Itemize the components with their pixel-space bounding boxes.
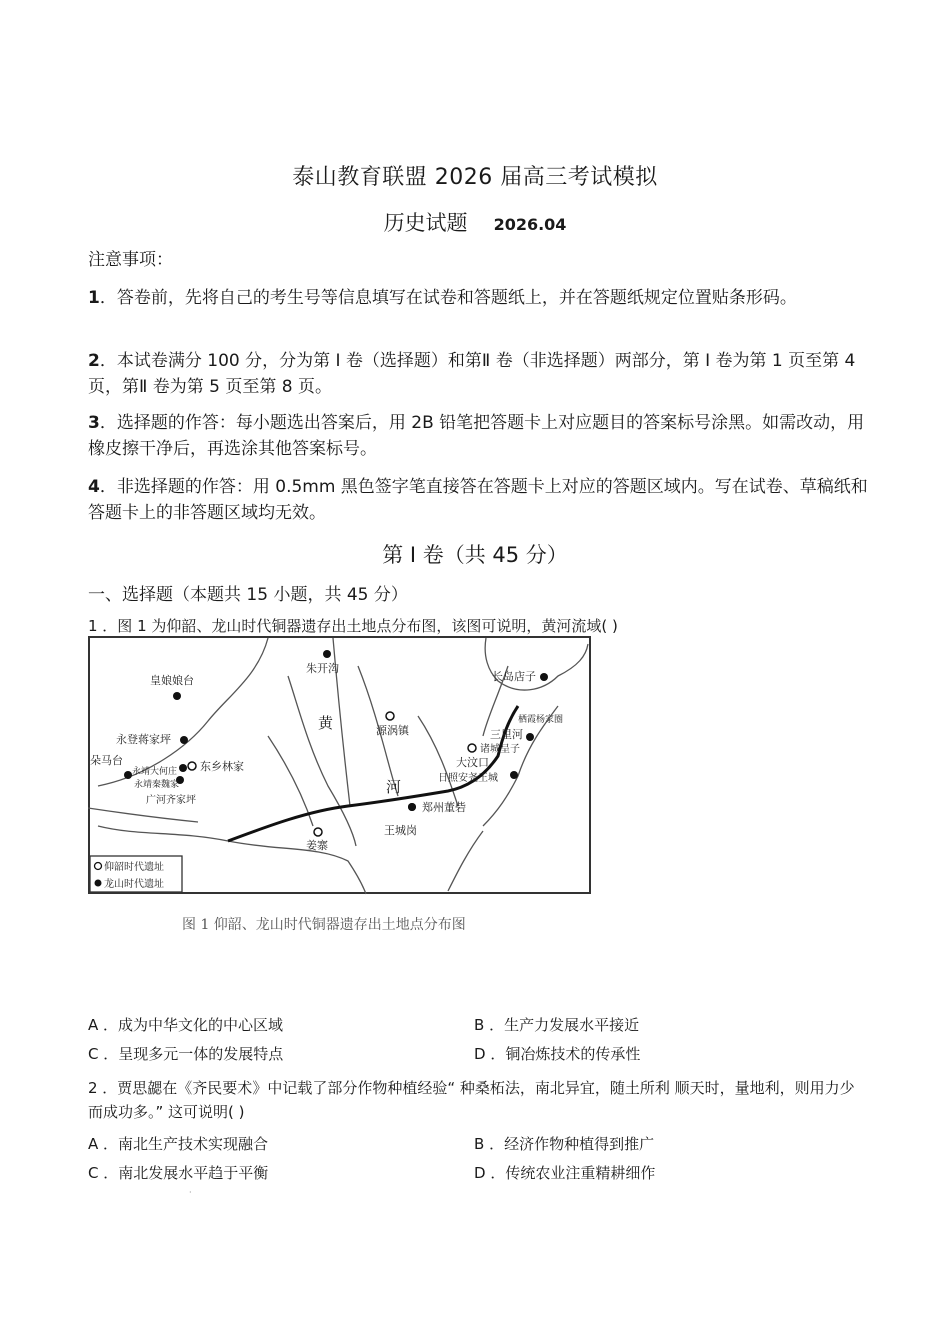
q1-option-b[interactable] xyxy=(474,1014,639,1035)
site-marker xyxy=(526,733,534,741)
q1-option-c[interactable] xyxy=(88,1043,283,1064)
site-label: 大汶口 xyxy=(456,756,489,769)
notice-item-4 xyxy=(88,474,868,526)
site-marker xyxy=(173,692,181,700)
question-1-stem: 1 ．图 1 为仰韶、龙山时代铜器遗存出土地点分布图，该图可说明，黄河流域( ) xyxy=(88,617,618,635)
q2-option-d[interactable] xyxy=(474,1162,655,1183)
notice-num: 4 xyxy=(88,477,100,497)
site-label: 诸城呈子 xyxy=(480,744,520,755)
q2-option-b[interactable] xyxy=(474,1133,654,1154)
site-label: 朱开沟 xyxy=(306,662,339,675)
site-label: 姜寨 xyxy=(306,839,328,852)
exam-date: 2026.04 xyxy=(493,215,567,234)
notice-text: ．选择题的作答：每小题选出答案后，用 2B 铅笔把答题卡上对应题目的答案标号涂黑。如需改动，用橡皮擦干净后，再选涂其他答案标号。 xyxy=(88,413,865,459)
option-letter: D xyxy=(474,1164,486,1182)
site-marker xyxy=(323,650,331,658)
option-letter: D xyxy=(474,1045,486,1063)
site-label: 三里河 xyxy=(490,728,523,741)
option-text: ．呈现多元一体的发展特点 xyxy=(103,1045,284,1063)
river-char-he: 河 xyxy=(386,778,402,796)
option-text: ．生产力发展水平接近 xyxy=(489,1016,640,1034)
map-legend xyxy=(90,856,182,892)
figure-caption: 图 1 仰韶、龙山时代铜器遗存出土地点分布图 xyxy=(182,917,466,933)
site-label: 栖霞杨家圈 xyxy=(518,715,564,725)
option-letter: B xyxy=(474,1135,485,1153)
legend-longshan: 龙山时代遗址 xyxy=(104,879,164,890)
site-label: 王城岗 xyxy=(384,824,417,837)
site-label: 源涡镇 xyxy=(376,724,409,737)
site-label: 长岛店子 xyxy=(492,670,536,683)
notice-text: ．本试卷满分 100 分，分为第 Ⅰ 卷（选择题）和第Ⅱ 卷（非选择题）两部分，第 Ⅰ 卷为第 1 页至第 4 页，第Ⅱ 卷为第 5 页至第 8 页。 xyxy=(88,351,856,397)
notice-text: ．非选择题的作答：用 0.5mm 黑色签字笔直接答在答题卡上对应的答题区域内。写在试卷、草稿纸和答题卡上的非答题区域均无效。 xyxy=(88,477,868,523)
site-marker xyxy=(408,803,416,811)
notice-item-3 xyxy=(88,410,868,462)
option-text: ．传统农业注重精耕细作 xyxy=(490,1164,656,1182)
q1-option-a[interactable] xyxy=(88,1014,283,1035)
site-marker xyxy=(188,762,196,770)
site-marker xyxy=(510,771,518,779)
site-marker xyxy=(386,712,394,720)
subject-name: 历史试题 xyxy=(383,211,468,235)
legend-yangshao: 仰韶时代遗址 xyxy=(104,862,164,873)
site-marker xyxy=(179,764,187,772)
option-text: ．成为中华文化的中心区域 xyxy=(103,1016,284,1034)
site-marker xyxy=(468,744,476,752)
option-text: ．南北发展水平趋于平衡 xyxy=(103,1164,269,1182)
notice-heading: 注意事项： xyxy=(88,250,173,270)
option-letter: B xyxy=(474,1016,485,1034)
site-marker xyxy=(314,828,322,836)
exam-title: 泰山教育联盟 2026 届高三考试模拟 xyxy=(292,165,658,190)
option-letter: A xyxy=(88,1135,99,1153)
site-label: 永登蒋家坪 xyxy=(116,733,171,746)
notice-text: ．答卷前，先将自己的考生号等信息填写在试卷和答题纸上，并在答题纸规定位置贴条形码。 xyxy=(99,288,797,308)
option-letter: C xyxy=(88,1164,99,1182)
q1-option-d[interactable] xyxy=(474,1043,640,1064)
option-letter: C xyxy=(88,1045,99,1063)
section-heading: 一、选择题（本题共 15 小题，共 45 分） xyxy=(88,585,408,605)
bronze-site-map xyxy=(88,636,592,896)
notice-num: 2 xyxy=(88,351,100,371)
site-label: 永靖秦魏家 xyxy=(134,780,180,790)
site-marker xyxy=(180,736,188,744)
question-2-stem: 2 ．贾思勰在《齐民要术》中记载了部分作物种植经验“ 种桑柘法，南北异宜，随土所利 顺天时，量地利，则用力少而成功多。” 这可说明( ) xyxy=(88,1079,855,1121)
notice-num: 3 xyxy=(88,413,100,433)
site-label: 朵马台 xyxy=(90,754,123,767)
notice-num: 1 xyxy=(88,288,100,308)
site-marker xyxy=(124,771,132,779)
site-label: 永靖大何庄 xyxy=(132,767,178,777)
site-label: 皇娘娘台 xyxy=(150,674,194,687)
q2-option-a[interactable] xyxy=(88,1133,268,1154)
option-text: ．铜冶炼技术的传承性 xyxy=(490,1045,641,1063)
river-char-huang: 黄 xyxy=(318,714,334,732)
option-letter: A xyxy=(88,1016,99,1034)
notice-item-1 xyxy=(88,285,868,311)
option-text: ．经济作物种植得到推广 xyxy=(489,1135,655,1153)
site-label: 东乡林家 xyxy=(200,760,244,773)
site-label: 广河齐家坪 xyxy=(146,795,196,806)
scan-artifact: · xyxy=(189,1188,192,1197)
part-title: 第 Ⅰ 卷（共 45 分） xyxy=(382,543,568,567)
site-marker xyxy=(540,673,548,681)
site-label: 日照安尧王城 xyxy=(438,773,498,784)
notice-item-2 xyxy=(88,348,868,400)
site-label: 郑州董砦 xyxy=(422,801,466,814)
option-text: ．南北生产技术实现融合 xyxy=(103,1135,269,1153)
exam-subtitle xyxy=(0,207,950,237)
q2-option-c[interactable] xyxy=(88,1162,268,1183)
